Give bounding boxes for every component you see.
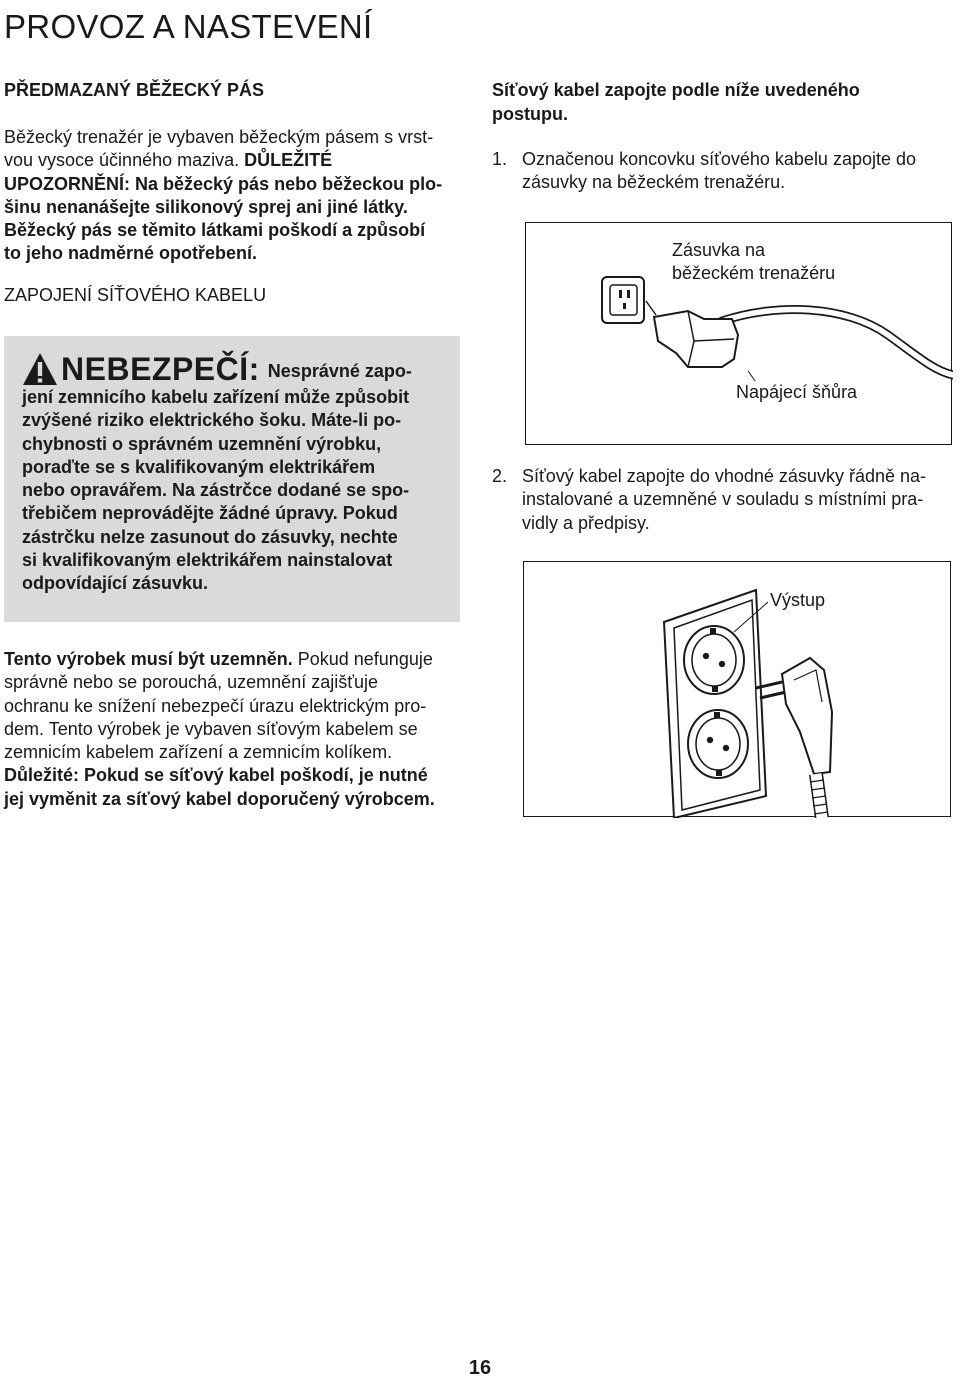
step-2 <box>492 465 948 535</box>
intro-line: postupu. <box>492 104 568 124</box>
danger-first-line: Nesprávné zapo- <box>267 360 412 381</box>
text-line <box>4 196 456 219</box>
text-line <box>4 219 456 242</box>
text-line <box>4 764 460 787</box>
bold-text: DŮLEŽITÉ <box>244 150 333 171</box>
step-number: 1. <box>492 149 508 169</box>
page-number: 16 <box>468 1357 492 1379</box>
danger-line: poraďte se s kvalifikovaným elektrikářem <box>22 456 376 477</box>
step-number: 2. <box>492 466 508 486</box>
intro-line: Síťový kabel zapojte podle níže uvedeného <box>492 80 860 100</box>
text-line <box>4 173 456 196</box>
text-line <box>4 718 460 741</box>
text-line <box>4 126 456 149</box>
prelubricated-belt-text <box>4 126 456 266</box>
step-line: zásuvky na běžeckém trenažéru. <box>522 172 786 193</box>
section-heading-prelubricated-belt: PŘEDMAZANÝ BĚŽECKÝ PÁS <box>4 80 265 100</box>
warning-triangle-icon <box>22 352 58 386</box>
bold-text: UPOZORNĚNÍ: Na běžecký pás nebo běžeckou plo- <box>4 173 443 194</box>
danger-line: zvýšené riziko elektrického šoku. Máte-li po- <box>22 410 402 431</box>
outlet-plug-illustration <box>524 562 952 818</box>
bold-text: jej vyměnit za síťový kabel doporučený výrobcem. <box>4 788 435 809</box>
step-line: instalované a uzemněné v souladu s místními pra- <box>522 489 924 510</box>
step-1 <box>492 148 948 195</box>
bold-text: Tento výrobek musí být uzemněn. <box>4 649 293 669</box>
step-line: Síťový kabel zapojte do vhodné zásuvky řádně na- <box>522 466 926 486</box>
step-text <box>522 465 926 535</box>
grounding-text <box>4 648 460 811</box>
text-line <box>4 149 456 172</box>
danger-line: odpovídající zásuvku. <box>22 573 209 594</box>
socket-label <box>672 239 835 285</box>
bold-text: Běžecký pás se těmito látkami poškodí a způsobí <box>4 220 426 241</box>
bold-text: šinu nenanášejte silikonový sprej ani jiné látky. <box>4 196 408 217</box>
danger-line: zástrčku nelze zasunout do zásuvky, nechte <box>22 526 398 547</box>
danger-warning-box <box>4 336 460 622</box>
danger-line: jení zemnicího kabelu zařízení může způsobit <box>22 387 410 407</box>
danger-line: si kvalifikovaným elektrikářem nainstalovat <box>22 550 393 571</box>
text-run: ochranu ke snížení nebezpečí úrazu elektrickým pro- <box>4 695 427 716</box>
danger-text <box>22 386 450 596</box>
section-heading-power-cord: ZAPOJENÍ SÍŤOVÉHO KABELU <box>4 285 267 305</box>
text-line <box>4 242 456 265</box>
page-title: PROVOZ A NASTEVENÍ <box>4 8 373 45</box>
step-line: vidly a předpisy. <box>522 512 650 533</box>
step-text <box>522 148 916 195</box>
text-run: dem. Tento výrobek je vybaven síťovým kabelem se <box>4 718 418 739</box>
danger-line: chybnosti o správném uzemnění výrobku, <box>22 433 382 454</box>
connection-intro <box>492 78 932 126</box>
text-run: zemnicím kabelem zařízení a zemnicím kolíkem. <box>4 742 393 763</box>
text-line <box>4 741 460 764</box>
bold-text: to jeho nadměrné opotřebení. <box>4 243 258 264</box>
outlet-label: Výstup <box>770 590 826 610</box>
text-line <box>4 671 460 694</box>
step-line: Označenou koncovku síťového kabelu zapojte do <box>522 149 917 169</box>
label-line: Zásuvka na <box>672 240 766 260</box>
text-line <box>4 695 460 718</box>
danger-line: nebo opravářem. Na zástrčce dodané se spo- <box>22 480 410 501</box>
danger-heading <box>22 352 450 386</box>
text-run: vou vysoce účinného maziva. <box>4 150 245 171</box>
danger-line: třebičem neprovádějte žádné úpravy. Pokud <box>22 503 398 524</box>
danger-word: NEBEZPEČÍ: <box>61 351 260 387</box>
text-run: Pokud nefunguje <box>292 649 433 669</box>
bold-text: Důležité: Pokud se síťový kabel poškodí, je nutné <box>4 765 428 786</box>
label-line: běžeckém trenažéru <box>672 263 836 283</box>
figure-treadmill-socket <box>525 222 952 445</box>
text-run: správně nebo se porouchá, uzemnění zajišťuje <box>4 672 378 693</box>
text-line <box>4 648 460 671</box>
figure-wall-outlet <box>523 561 951 817</box>
text-run: Běžecký trenažér je vybaven běžeckým pásem s vrst- <box>4 127 434 147</box>
cord-label: Napájecí šňůra <box>736 382 858 402</box>
text-line <box>4 788 460 811</box>
